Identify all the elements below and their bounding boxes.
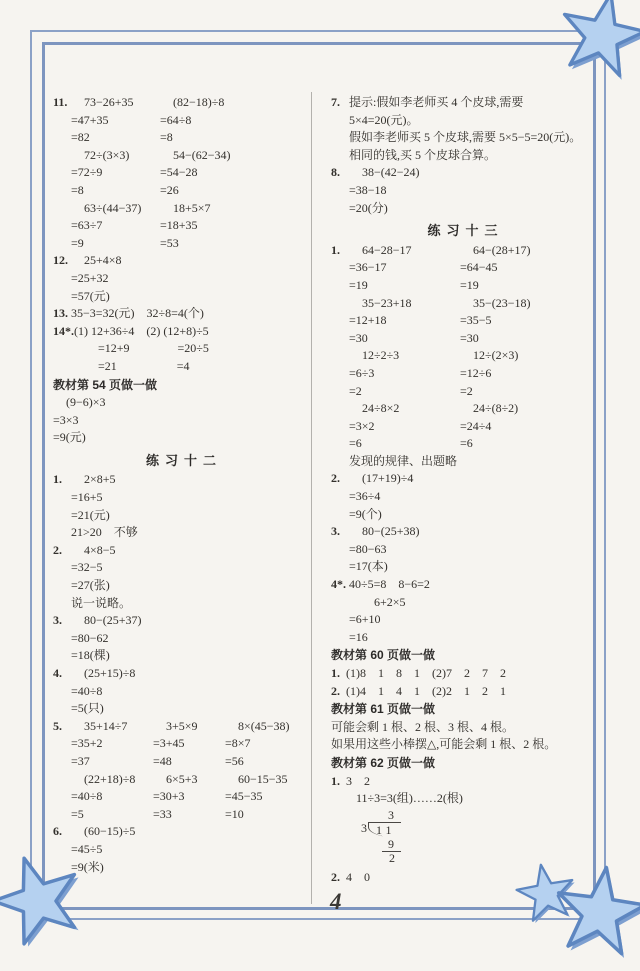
plain-line xyxy=(331,665,594,683)
rows xyxy=(331,790,594,808)
ld-row xyxy=(361,822,431,838)
math-cell: =82 xyxy=(71,130,90,145)
math-line xyxy=(71,841,309,859)
problem xyxy=(53,305,309,323)
math-cell: 35+14÷7 xyxy=(84,718,128,733)
math-cell: =54−28 xyxy=(160,165,198,180)
problem-number: 2. xyxy=(53,542,62,557)
math-line xyxy=(71,507,309,525)
problem xyxy=(53,542,309,612)
plain-line xyxy=(331,773,594,791)
math-line xyxy=(71,788,309,806)
line-number: 2. xyxy=(331,683,340,698)
line-number: 1. xyxy=(331,666,340,680)
math-cell: =16 xyxy=(349,629,368,644)
math-cell: (60−15)÷5 xyxy=(84,824,136,839)
math-line xyxy=(71,471,309,489)
rows xyxy=(53,394,309,447)
math-cell: =53 xyxy=(160,235,179,250)
math-line xyxy=(349,453,594,471)
rows xyxy=(71,305,309,323)
rows xyxy=(349,242,594,471)
math-cell: =9(米) xyxy=(71,859,104,874)
math-cell: =63÷7 xyxy=(71,218,103,233)
math-cell: =21 =4 xyxy=(74,358,190,373)
rows xyxy=(71,542,309,612)
problem xyxy=(331,576,594,646)
problem xyxy=(53,471,309,541)
line-text: 4 0 xyxy=(346,869,371,884)
plain-line xyxy=(331,683,594,701)
math-line xyxy=(71,270,309,288)
rows xyxy=(71,718,309,824)
math-cell: 63÷(44−37) xyxy=(84,200,142,215)
math-cell: =36−17 xyxy=(349,260,387,275)
problem xyxy=(53,665,309,718)
math-line xyxy=(71,577,309,595)
math-line xyxy=(71,771,309,789)
math-cell: 54−(62−34) xyxy=(173,147,231,162)
math-line xyxy=(349,435,594,453)
math-cell: =35+2 xyxy=(71,736,103,751)
math-line xyxy=(71,94,309,112)
math-cell: 35−3=32(元) 32÷8=4(个) xyxy=(71,306,204,321)
prose-line: 提示:假如李老师买 4 个皮球,需要 5×4=20(元)。 xyxy=(349,95,527,127)
math-cell: 发现的规律、出题略 xyxy=(349,453,458,468)
sub-heading: 教材第 61 页做一做 xyxy=(331,702,436,717)
problem-number: 8. xyxy=(331,165,340,180)
math-cell: =10 xyxy=(225,806,244,821)
math-line xyxy=(71,683,309,701)
math-cell: =2 xyxy=(349,383,362,398)
math-line xyxy=(349,558,594,576)
math-line xyxy=(71,559,309,577)
math-cell: 60−15−35 xyxy=(238,771,288,786)
math-cell: =9(元) xyxy=(53,430,86,445)
math-cell: 21>20 不够 xyxy=(71,525,138,540)
plain-line xyxy=(331,736,594,754)
problem-number: 12. xyxy=(53,253,68,268)
math-line xyxy=(71,164,309,182)
problem-number: 3. xyxy=(331,524,340,539)
plain-line xyxy=(331,719,594,737)
math-line xyxy=(71,700,309,718)
math-cell: =64÷8 xyxy=(160,112,192,127)
problem xyxy=(53,612,309,665)
math-cell: =37 xyxy=(71,753,90,768)
math-cell: 35−(23−18) xyxy=(473,295,531,310)
math-cell: =9 xyxy=(71,235,84,250)
math-line xyxy=(53,394,309,412)
divisor: 3 xyxy=(361,821,367,836)
problem-number: 1. xyxy=(53,472,62,487)
math-line xyxy=(349,418,594,436)
math-cell: =8 xyxy=(71,182,84,197)
math-cell: 12÷2÷3 xyxy=(362,348,400,363)
star-icon-top-right xyxy=(545,0,640,93)
math-cell: =12+9 =20÷5 xyxy=(74,341,209,356)
section-heading: 练习十三 xyxy=(427,223,504,239)
math-cell: 2×8+5 xyxy=(84,472,116,487)
rows xyxy=(349,470,594,523)
math-line xyxy=(53,412,309,430)
rows xyxy=(71,665,309,718)
rows xyxy=(349,576,594,646)
math-line xyxy=(349,611,594,629)
prose-line: 假如李老师买 5 个皮球,需要 5×5−5=20(元)。 xyxy=(349,130,582,145)
quotient: 3 xyxy=(388,807,394,822)
math-line xyxy=(349,312,594,330)
math-cell: 3+5×9 xyxy=(166,718,198,733)
math-line xyxy=(349,295,594,313)
right-column xyxy=(331,94,594,906)
rows xyxy=(71,471,309,541)
math-line xyxy=(71,647,309,665)
math-line xyxy=(349,242,594,260)
problem xyxy=(331,242,594,471)
math-line xyxy=(349,383,594,401)
math-cell: 6+2×5 xyxy=(362,594,406,609)
math-cell: (22+18)÷8 xyxy=(84,771,136,786)
math-line xyxy=(71,630,309,648)
line-number: 1. xyxy=(331,773,340,788)
math-cell: =19 xyxy=(460,277,479,292)
math-cell: 72÷(3×3) xyxy=(84,147,130,162)
line-text: (1)4 1 4 1 (2)2 1 2 1 xyxy=(346,683,506,698)
math-line xyxy=(71,542,309,560)
remainder: 2 xyxy=(389,851,395,866)
math-line xyxy=(349,629,594,647)
math-line xyxy=(71,806,309,824)
math-cell: (1) 12+36÷4 (2) (12+8)÷5 xyxy=(74,323,209,338)
sub-heading: 教材第 62 页做一做 xyxy=(331,755,436,770)
math-line xyxy=(349,164,594,182)
math-line xyxy=(71,252,309,270)
math-line xyxy=(71,147,309,165)
problem xyxy=(53,823,309,876)
math-cell: (82−18)÷8 xyxy=(173,95,225,109)
math-cell: (17+19)÷4 xyxy=(362,471,414,486)
rows xyxy=(349,94,594,164)
math-cell: =35−5 xyxy=(460,313,492,328)
rows xyxy=(71,252,309,305)
math-cell: =30 xyxy=(460,330,479,345)
math-line xyxy=(349,365,594,383)
page-number: 4 xyxy=(330,889,342,914)
math-line xyxy=(71,718,309,736)
math-line xyxy=(71,235,309,253)
math-cell: =72÷9 xyxy=(71,165,103,180)
rows xyxy=(74,323,309,376)
math-cell: =33 xyxy=(153,806,172,821)
math-cell: =36÷4 xyxy=(349,489,381,504)
math-cell: (9−6)×3 xyxy=(66,395,106,410)
math-cell: =19 xyxy=(349,277,368,292)
problem-number: 6. xyxy=(53,824,62,839)
math-cell: 64−28−17 xyxy=(362,242,412,257)
math-cell: =38−18 xyxy=(349,182,387,197)
math-cell: 4×8−5 xyxy=(84,542,116,557)
math-cell: 35−23+18 xyxy=(362,295,412,310)
line-text: 3 2 xyxy=(346,773,371,788)
problem xyxy=(331,164,594,217)
problem xyxy=(331,94,594,164)
math-cell: 8×(45−38) xyxy=(238,718,290,733)
math-cell: 38−(42−24) xyxy=(362,165,420,180)
math-cell: (25+15)÷8 xyxy=(84,666,136,680)
line-text: (1)8 1 8 1 (2)7 2 7 2 xyxy=(346,666,506,680)
math-cell: =17(本) xyxy=(349,559,388,574)
math-cell: =6 xyxy=(349,436,362,451)
line-text: 如果用这些小棒摆△,可能会剩 1 根、2 根。 xyxy=(331,737,557,752)
math-line xyxy=(349,277,594,295)
math-line xyxy=(74,358,309,376)
math-cell: 25+4×8 xyxy=(84,253,122,268)
math-cell: =40÷8 xyxy=(71,789,103,804)
problem-number: 1. xyxy=(331,242,340,257)
math-cell: 18+5×7 xyxy=(173,200,211,215)
problem xyxy=(331,790,594,808)
math-line xyxy=(349,506,594,524)
sub-heading: 教材第 60 页做一做 xyxy=(331,648,436,663)
rows xyxy=(71,823,309,876)
math-line xyxy=(349,523,594,541)
math-line xyxy=(71,595,309,613)
math-line xyxy=(349,330,594,348)
math-cell: =20(分) xyxy=(349,200,388,215)
problem-number: 11. xyxy=(53,95,68,109)
math-cell: =12÷6 xyxy=(460,365,492,380)
math-cell: =9(个) xyxy=(349,506,382,521)
math-line xyxy=(349,182,594,200)
math-line xyxy=(349,470,594,488)
math-cell: 6×5+3 xyxy=(166,771,198,786)
math-cell: =24÷4 xyxy=(460,418,492,433)
math-cell: =6 xyxy=(460,436,473,451)
math-cell: =30+3 xyxy=(153,789,185,804)
problem-number: 4*. xyxy=(331,577,346,592)
rows xyxy=(71,94,309,252)
line-text: 可能会剩 1 根、2 根、3 根、4 根。 xyxy=(331,719,515,734)
math-line xyxy=(71,612,309,630)
problem xyxy=(53,252,309,305)
math-cell: =16+5 xyxy=(71,490,103,505)
problem xyxy=(53,718,309,824)
problem xyxy=(331,523,594,576)
math-cell: =32−5 xyxy=(71,560,103,575)
math-cell: =3×3 xyxy=(53,412,79,427)
math-cell: =27(张) xyxy=(71,578,110,593)
math-cell: =3×2 xyxy=(349,418,375,433)
math-cell: =47+35 xyxy=(71,112,109,127)
math-cell: =8 xyxy=(160,130,173,145)
long-division-figure xyxy=(361,809,431,866)
problem xyxy=(53,394,309,447)
math-cell: =25+32 xyxy=(71,270,109,285)
math-cell: =5(只) xyxy=(71,701,104,716)
math-line xyxy=(71,112,309,130)
math-line xyxy=(349,488,594,506)
plain-block xyxy=(331,665,594,700)
rows xyxy=(349,164,594,217)
math-cell: =8×7 xyxy=(225,736,251,751)
star-icon-bottom-right-large xyxy=(542,855,640,970)
problem-number: 3. xyxy=(53,613,62,628)
math-cell: =80−63 xyxy=(349,541,387,556)
math-cell: =18(棵) xyxy=(71,648,110,663)
math-line xyxy=(74,323,309,341)
math-line xyxy=(71,735,309,753)
math-line xyxy=(71,305,309,323)
rows xyxy=(71,612,309,665)
problem-number: 14*. xyxy=(53,323,74,338)
problem-number: 4. xyxy=(53,666,62,680)
problem-number: 2. xyxy=(331,471,340,486)
math-cell: =5 xyxy=(71,806,84,821)
plain-block xyxy=(331,773,594,791)
math-cell: =18+35 xyxy=(160,218,198,233)
math-line xyxy=(349,400,594,418)
math-cell: =45−35 xyxy=(225,789,263,804)
math-line xyxy=(74,340,309,358)
line-number: 2. xyxy=(331,869,340,884)
math-cell: =80−62 xyxy=(71,630,109,645)
problem xyxy=(331,470,594,523)
math-line xyxy=(71,489,309,507)
math-line xyxy=(71,200,309,218)
math-cell: 11÷3=3(组)……2(根) xyxy=(344,791,463,806)
math-cell: =30 xyxy=(349,330,368,345)
math-cell: =2 xyxy=(460,383,473,398)
math-cell: 24÷8×2 xyxy=(362,401,400,416)
math-line xyxy=(71,129,309,147)
math-line xyxy=(349,347,594,365)
math-cell: =6÷3 xyxy=(349,365,375,380)
math-cell: 80−(25+38) xyxy=(362,524,420,539)
rows xyxy=(349,523,594,576)
plain-block xyxy=(331,719,594,754)
math-cell: =57(元) xyxy=(71,288,110,303)
math-line xyxy=(71,182,309,200)
math-line xyxy=(349,541,594,559)
math-line xyxy=(71,859,309,877)
math-cell: =64−45 xyxy=(460,260,498,275)
math-cell: =48 xyxy=(153,753,172,768)
math-line xyxy=(71,288,309,306)
math-cell: 80−(25+37) xyxy=(84,613,142,628)
math-cell: 64−(28+17) xyxy=(473,242,531,257)
math-line xyxy=(71,665,309,683)
math-cell: =40÷8 xyxy=(71,683,103,698)
subtracted-value: 9 xyxy=(382,838,401,853)
math-cell: 12÷(2×3) xyxy=(473,348,519,363)
section-heading: 练习十二 xyxy=(145,452,222,468)
math-cell: =21(元) xyxy=(71,507,110,522)
math-line xyxy=(349,200,594,218)
math-cell: =45÷5 xyxy=(71,841,103,856)
problem xyxy=(53,94,309,252)
math-line xyxy=(71,823,309,841)
math-line xyxy=(331,790,594,808)
math-cell: 24÷(8÷2) xyxy=(473,401,519,416)
problem-number: 13. xyxy=(53,306,68,321)
math-line xyxy=(349,594,594,612)
math-cell: =12+18 xyxy=(349,313,387,328)
problem xyxy=(53,323,309,376)
math-cell: =3+45 xyxy=(153,736,185,751)
math-line xyxy=(71,217,309,235)
prose-line: 相同的钱,买 5 个皮球合算。 xyxy=(349,147,497,162)
dividend: 11 xyxy=(368,822,401,838)
math-line xyxy=(53,429,309,447)
problem-number: 5. xyxy=(53,718,62,733)
left-column xyxy=(53,94,309,906)
math-cell: =56 xyxy=(225,753,244,768)
math-cell: 73−26+35 xyxy=(84,95,134,109)
math-line xyxy=(349,259,594,277)
math-cell: 说一说略。 xyxy=(71,595,132,610)
math-line xyxy=(71,753,309,771)
math-cell: 40÷5=8 8−6=2 xyxy=(349,577,430,592)
column-divider xyxy=(311,92,312,904)
math-cell: =6+10 xyxy=(349,612,381,627)
math-line xyxy=(71,524,309,542)
math-line xyxy=(349,576,594,594)
sub-heading: 教材第 54 页做一做 xyxy=(53,377,158,392)
problem-number: 7. xyxy=(331,95,340,109)
math-cell: =26 xyxy=(160,182,179,197)
